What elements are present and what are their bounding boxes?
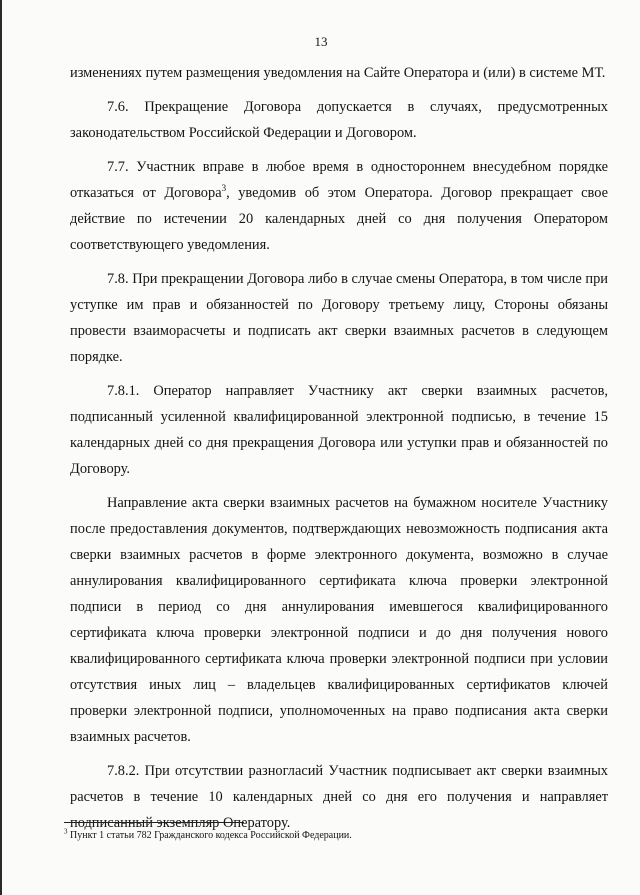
footnote bbox=[64, 829, 624, 843]
page-number: 13 bbox=[314, 34, 328, 49]
footnote-text: Пункт 1 статьи 782 Гражданского кодекса Российской Федерации. bbox=[70, 830, 352, 841]
paragraph-continuation: изменениях путем размещения уведомления на Сайте Оператора и (или) в системе МТ. bbox=[70, 65, 606, 81]
paragraph-7-7-part-1: 7.7. Участник вправе в любое время в одностороннем внесудебном порядке отказаться от Договора bbox=[70, 159, 608, 201]
footnote-number: 3 bbox=[64, 827, 68, 836]
paragraph-7-7 bbox=[70, 154, 608, 258]
document-body bbox=[70, 60, 608, 844]
paragraph-7-8-1: 7.8.1. Оператор направляет Участнику акт сверки взаимных расчетов, подписанный усиленной квалифицированной электронной подписью, в течение 15 календарных дней со дня прекращения Договора или уступки прав и обязанностей по Договору. bbox=[70, 383, 608, 477]
paragraph-7-8: 7.8. При прекращении Договора либо в случае смены Оператора, в том числе при уступке им прав и обязанностей по Договору третьему лицу, Стороны обязаны провести взаиморасчеты и подписать акт сверки взаимных расчетов в следующем порядке. bbox=[70, 271, 608, 365]
footnote-reference[interactable]: 3 bbox=[221, 183, 227, 194]
paragraph-paper-act: Направление акта сверки взаимных расчетов на бумажном носителе Участнику после предоставления документов, подтверждающих невозможность подписания акта сверки взаимных расчетов в форме электронного документа, возможно в случае аннулирования квалифицированного сертификата ключа проверки электронной подписи в период со дня аннулирования имевшегося квалифицированного сертификата ключа проверки электронной подписи и до дня получения нового квалифицированного сертификата ключа проверки электронной подписи при условии отсутствия иных лиц – владельцев квалифицированных сертификатов ключей проверки электронной подписи, уполномоченных на право подписания акта сверки взаимных расчетов. bbox=[70, 495, 608, 745]
paragraph-7-8-2: 7.8.2. При отсутствии разногласий Участник подписывает акт сверки взаимных расчетов в течение 10 календарных дней со дня его получения и направляет подписанный экземпляр Оператору. bbox=[70, 763, 608, 831]
footnote-divider bbox=[64, 822, 244, 823]
paragraph-7-6: 7.6. Прекращение Договора допускается в случаях, предусмотренных законодательством Российской Федерации и Договором. bbox=[70, 99, 608, 141]
paragraph-7-7-part-2: , уведомив об этом Оператора. Договор прекращает свое действие по истечении 20 календарных дней со дня получения Оператором соответствующего уведомления. bbox=[70, 185, 608, 253]
